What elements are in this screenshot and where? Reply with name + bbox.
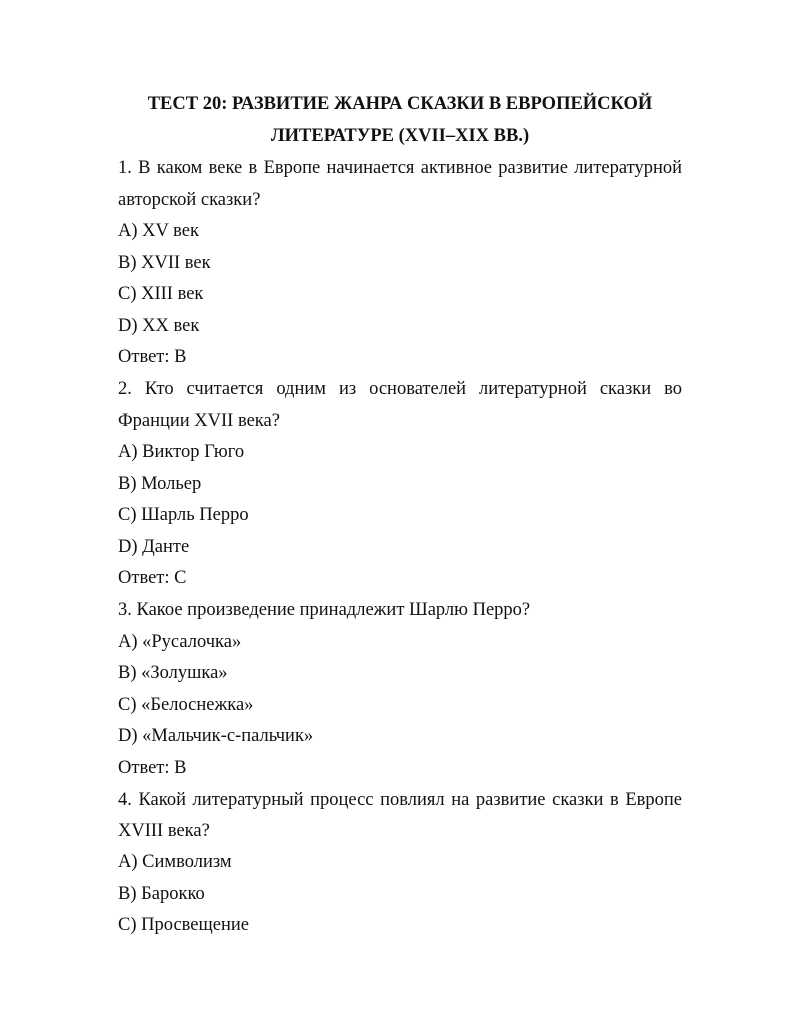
question-4-option-c: C) Просвещение — [118, 915, 249, 935]
document-title-line-1: ТЕСТ 20: РАЗВИТИЕ ЖАНРА СКАЗКИ В ЕВРОПЕЙСКОЙ — [147, 94, 653, 114]
question-2-option-d: D) Данте — [118, 537, 190, 557]
question-1-option-b: B) XVII век — [118, 253, 211, 273]
question-1-option-a: A) XV век — [118, 221, 199, 241]
question-1-option-c: C) XIII век — [118, 284, 204, 304]
question-3-option-a: A) «Русалочка» — [118, 632, 242, 652]
question-1-text-line-1: 1. В каком веке в Европе начинается активное развитие литературной — [118, 158, 682, 178]
question-4-text-line-1: 4. Какой литературный процесс повлиял на развитие сказки в Европе — [118, 790, 682, 810]
question-1-answer: Ответ: B — [118, 347, 187, 367]
document-title-line-2: ЛИТЕРАТУРЕ (XVII–XIX ВВ.) — [270, 126, 530, 146]
question-1-text-line-2: авторской сказки? — [118, 190, 261, 210]
question-2-answer: Ответ: C — [118, 568, 187, 588]
question-4-text-line-2: XVIII века? — [118, 821, 210, 841]
question-3-text-line-1: 3. Какое произведение принадлежит Шарлю Перро? — [118, 600, 531, 620]
question-3-answer: Ответ: B — [118, 758, 187, 778]
question-3-option-b: B) «Золушка» — [118, 663, 228, 683]
question-2-option-c: C) Шарль Перро — [118, 505, 249, 525]
question-3-option-d: D) «Мальчик-с-пальчик» — [118, 726, 314, 746]
question-3-option-c: C) «Белоснежка» — [118, 695, 254, 715]
question-2-text-line-1: 2. Кто считается одним из основателей литературной сказки во — [118, 379, 682, 399]
question-2-option-a: A) Виктор Гюго — [118, 442, 245, 462]
question-2-option-b: B) Мольер — [118, 474, 202, 494]
question-4-option-a: A) Символизм — [118, 852, 232, 872]
question-2-text-line-2: Франции XVII века? — [118, 411, 280, 431]
question-1-option-d: D) XX век — [118, 316, 200, 336]
question-4-option-b: B) Барокко — [118, 884, 205, 904]
